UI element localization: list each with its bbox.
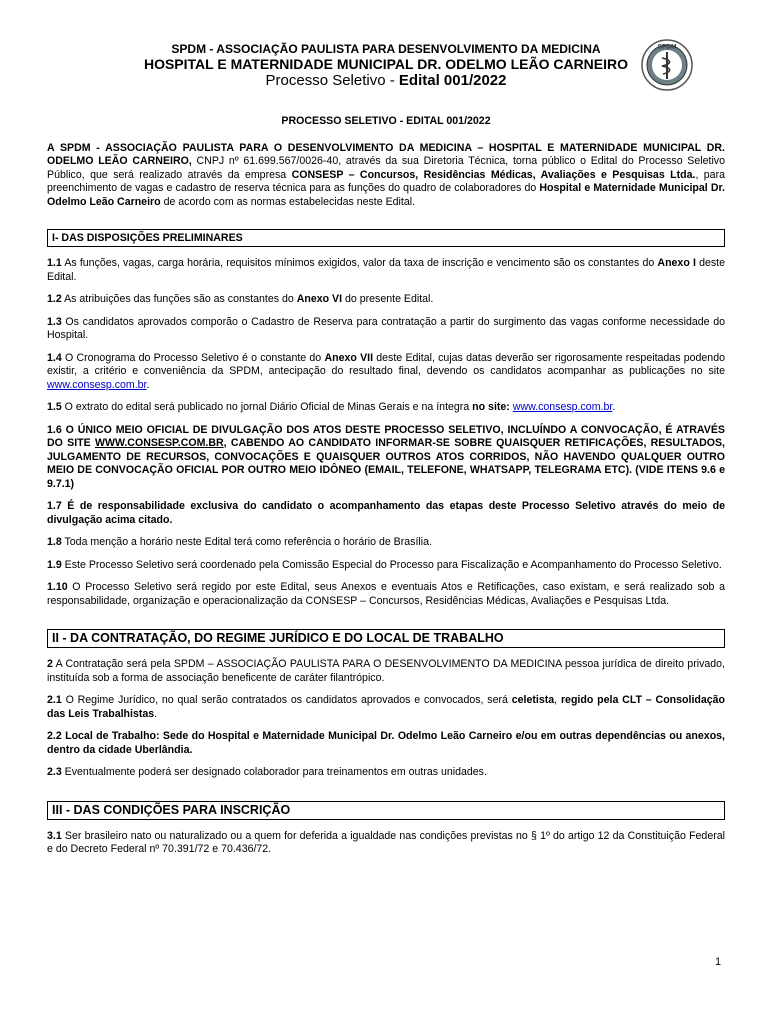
item-number: 1.1 [47, 257, 62, 269]
section-3-heading: III - DAS CONDIÇÕES PARA INSCRIÇÃO [47, 801, 725, 820]
item-text: O extrato do edital será publicado no jornal Diário Oficial de Minas Gerais e na íntegra [61, 401, 473, 413]
item-number: 1.4 [47, 351, 62, 364]
document-body [47, 115, 725, 866]
item-number: 2 [47, 658, 53, 670]
intro-bold-2: CONSESP – Concursos, Residências Médicas, Avaliações e Pesquisas Ltda. [291, 168, 696, 181]
item-number: 2.3 [47, 766, 62, 778]
item-number: 1.5 [47, 401, 62, 413]
item-number: 1.9 [47, 558, 62, 571]
item-text: . [154, 707, 158, 720]
item-text: Toda menção a horário neste Edital terá como referência o horário de Brasília. [61, 536, 432, 548]
item-bold: regido pela CLT – Consolidação das Leis Trabalhistas [47, 694, 725, 720]
item-1-5 [47, 401, 725, 415]
document-title: PROCESSO SELETIVO - EDITAL 001/2022 [281, 115, 491, 127]
section-1-heading: I- DAS DISPOSIÇÕES PRELIMINARES [47, 229, 725, 247]
item-2-1 [47, 694, 725, 721]
header-edital [48, 72, 724, 89]
consesp-link-caps[interactable]: WWW.CONSESP.COM.BR [94, 437, 224, 449]
item-text: , CABENDO AO CANDIDATO INFORMAR-SE SOBRE QUAISQUER RETIFICAÇÕES, RESULTADOS, JULGAMENTO DE RECURSOS, CONVOCAÇÕES E QUAISQUER OUTROS ATOS CORRIDOS, NÃO HAVENDO QUALQUER OUTRO MEIO DE CONVOCAÇÃO OFICIAL POR OUTRO MEIO IDÔNEO (EMAIL, TELEFONE, WHATSAPP, TELEGRAMA ETC). (VIDE ITENS 9.6 e 9.7.1) [47, 437, 726, 490]
item-bold: Anexo VI [296, 293, 343, 305]
item-2-3 [47, 766, 725, 780]
item-text: . [146, 378, 150, 391]
item-1-6 [47, 424, 725, 492]
intro-bold-1: A SPDM - ASSOCIAÇÃO PAULISTA PARA O DESENVOLVIMENTO DA MEDICINA – HOSPITAL E MATERNIDADE MUNICIPAL DR. ODELMO LEÃO CARNEIRO, [47, 141, 725, 167]
item-number: 3.1 [47, 829, 62, 842]
item-text: A Contratação será pela SPDM – ASSOCIAÇÃO PAULISTA PARA O DESENVOLVIMENTO DA MEDICINA pessoa jurídica de direito privado, instituída sob a forma de associação beneficente de caráter filantrópico. [47, 658, 725, 684]
item-text: deste Edital. [47, 257, 726, 283]
item-bold: Anexo I [657, 257, 696, 269]
intro-bold-3: Hospital e Maternidade Municipal Dr. Odelmo Leão Carneiro [47, 182, 725, 208]
item-1-8 [47, 536, 725, 550]
header-edital-prefix: Processo Seletivo - [265, 72, 399, 89]
item-1-2 [47, 293, 725, 307]
page-number: 1 [715, 956, 721, 968]
item-text: Os candidatos aprovados comporão o Cadastro de Reserva para contratação a partir do surgimento das vagas conforme necessidade do Hospital. [47, 315, 725, 341]
item-text: do presente Edital. [342, 293, 434, 305]
consesp-link[interactable]: www.consesp.com.br [47, 378, 147, 391]
item-bold: celetista [511, 694, 555, 706]
item-number: 1.3 [47, 315, 62, 328]
item-number: 1.8 [47, 536, 62, 548]
header-hospital: HOSPITAL E MATERNIDADE MUNICIPAL DR. ODELMO LEÃO CARNEIRO [143, 56, 629, 72]
spdm-logo [640, 38, 694, 92]
item-number: 1.10 [47, 581, 68, 593]
item-text: deste Edital, cujas datas deverão ser rigorosamente respeitadas podendo existir, a critério e conveniência da SPDM, antecipação do resultado final, devendo os candidatos acompanhar as publicações no site [47, 351, 725, 377]
item-number: 1.2 [47, 293, 62, 305]
item-text: O Processo Seletivo será regido por este Edital, seus Anexos e eventuais Atos e Retificações, caso existam, e será realizado sob a responsabilidade, organização e operacionalização da CONSESP – Concursos, Residências Médicas, Avaliações e Pesquisas Ltda. [47, 581, 725, 607]
header-edital-number: Edital 001/2022 [398, 72, 507, 89]
item-number: 2.1 [47, 694, 62, 706]
item-2 [47, 658, 725, 685]
intro-text-2: , para preenchimento de vagas e cadastro de reserva técnica para as funções do quadro de colaboradores do [47, 168, 725, 194]
item-text: Ser brasileiro nato ou naturalizado ou a quem for deferida a igualdade nas condições previstas no § 1º do artigo 12 da Constituição Federal e do Decreto Federal nº 70.391/72 e 70.436/72. [47, 829, 725, 855]
item-2-2: 2.2 Local de Trabalho: Sede do Hospital e Maternidade Municipal Dr. Odelmo Leão Carneiro e/ou em outras dependências ou anexos, dentro da cidade Uberlândia. [47, 730, 725, 756]
item-bold: no site: [472, 401, 513, 413]
item-1-4 [47, 352, 725, 393]
intro-text-3: de acordo com as normas estabelecidas neste Edital. [160, 195, 416, 208]
item-bold: Anexo VII [324, 351, 374, 364]
item-text: , [554, 694, 561, 706]
item-text: O Cronograma do Processo Seletivo é o constante do [61, 351, 325, 364]
intro-paragraph [47, 142, 725, 210]
consesp-link[interactable]: www.consesp.com.br [512, 401, 613, 413]
header-association: SPDM - ASSOCIAÇÃO PAULISTA PARA DESENVOLVIMENTO DA MEDICINA [171, 42, 601, 56]
item-text: . [612, 401, 616, 413]
item-1-9 [47, 559, 725, 573]
item-text: Este Processo Seletivo será coordenado pela Comissão Especial do Processo para Fiscalização e Acompanhamento do Processo Seletivo. [61, 558, 722, 571]
item-text: As funções, vagas, carga horária, requisitos mínimos exigidos, valor da taxa de inscrição e vencimento são os constantes do [61, 257, 658, 269]
intro-text-1: CNPJ nº 61.699.567/0026-40, através da sua Diretoria Técnica, torna público o Edital do Processo Seletivo Público, que será realizado através da empresa [47, 155, 725, 181]
logo-text: SPDM [657, 43, 677, 51]
item-1-7: 1.7 É de responsabilidade exclusiva do candidato o acompanhamento das etapas deste Processo Seletivo através do meio de divulgação acima citado. [47, 500, 725, 526]
item-text: As atribuições das funções são as constantes do [61, 293, 297, 305]
item-text: O Regime Jurídico, no qual serão contratados os candidatos aprovados e convocados, será [61, 694, 512, 706]
item-text: 1.6 O ÚNICO MEIO OFICIAL DE DIVULGAÇÃO DOS ATOS DESTE PROCESSO SELETIVO, INCLUÍNDO A CONVOCAÇÃO, É ATRAVÉS DO SITE [47, 423, 725, 449]
item-1-3 [47, 316, 725, 343]
item-1-1 [47, 257, 725, 284]
section-2-heading: II - DA CONTRATAÇÃO, DO REGIME JURÍDICO E DO LOCAL DE TRABALHO [47, 629, 725, 648]
item-text: Eventualmente poderá ser designado colaborador para treinamentos em outras unidades. [61, 766, 487, 778]
item-1-10 [47, 581, 725, 608]
item-3-1 [47, 830, 725, 857]
